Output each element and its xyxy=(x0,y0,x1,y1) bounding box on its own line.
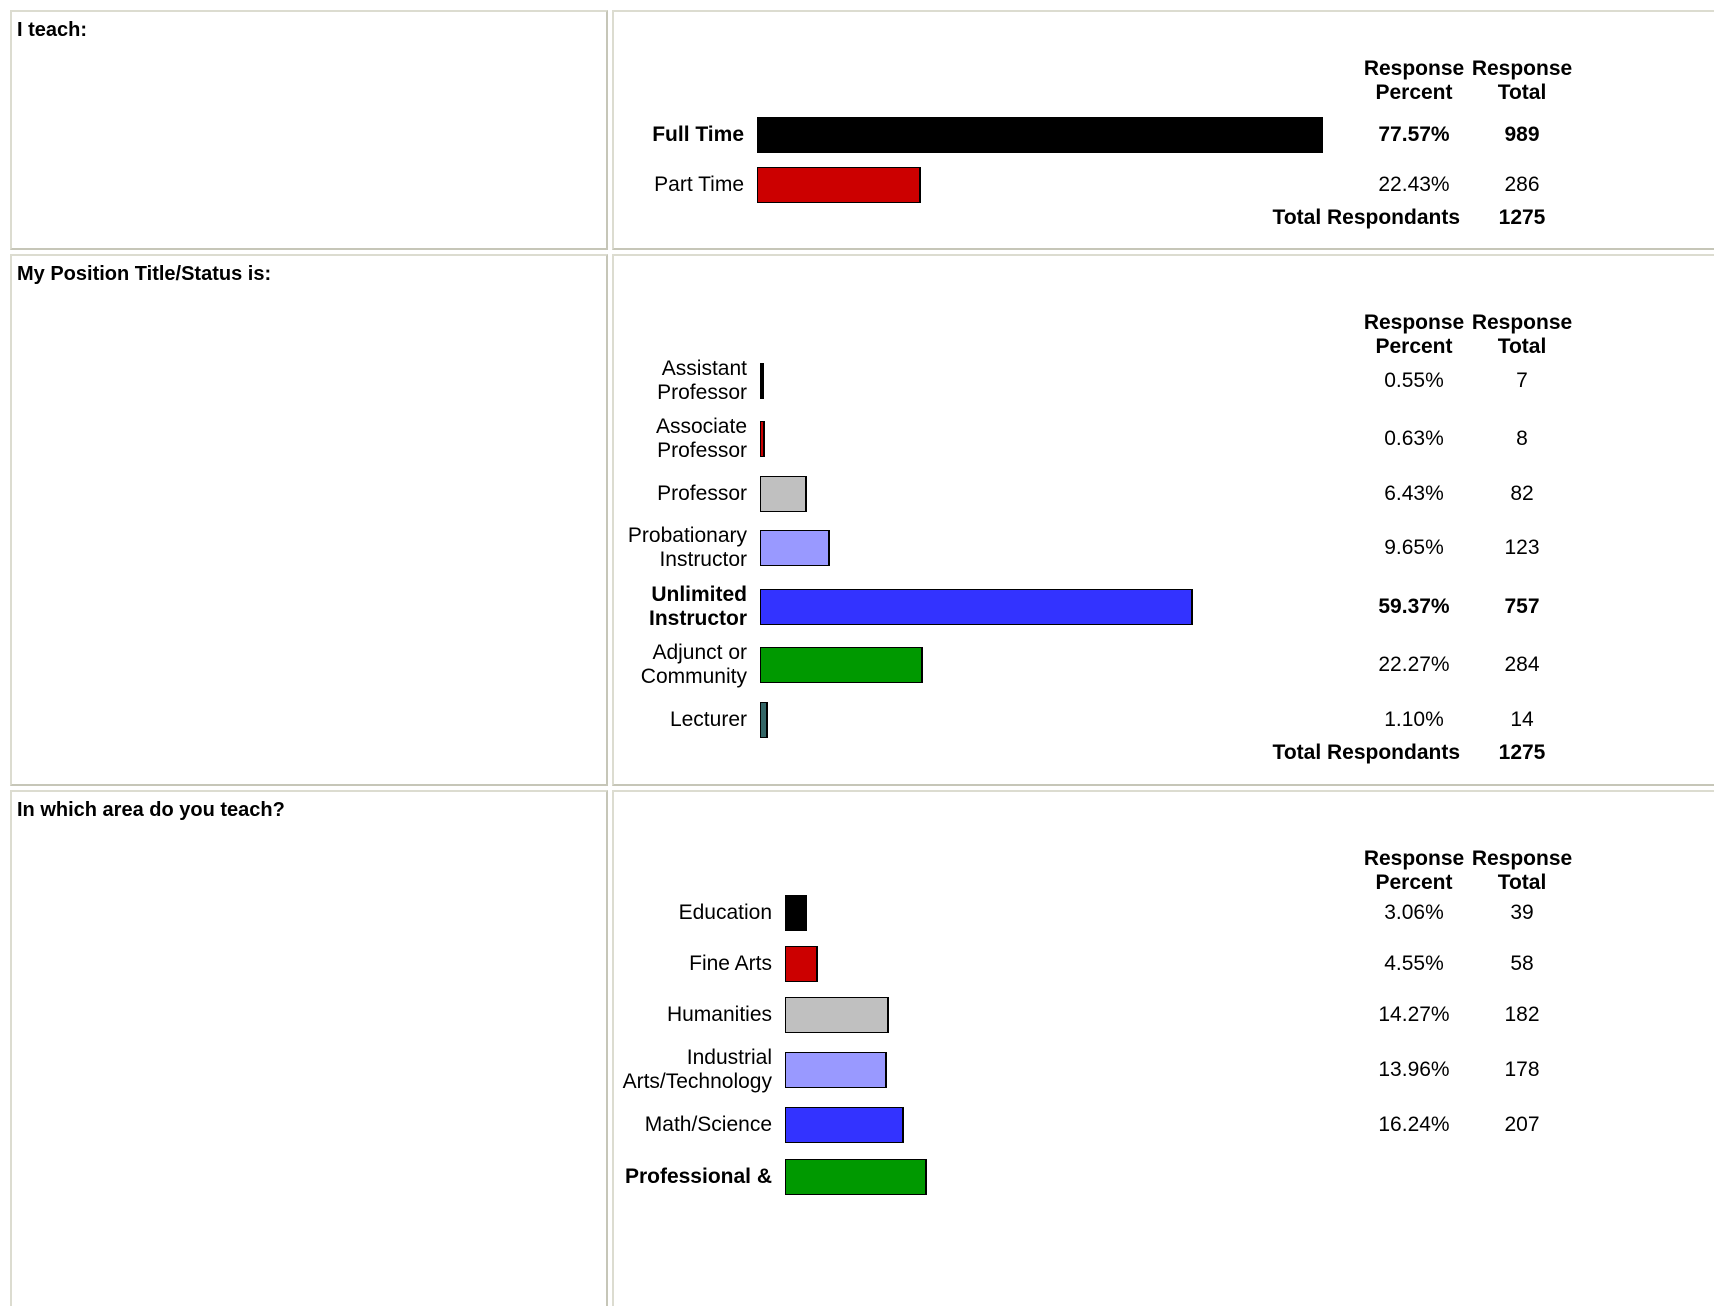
data-bar xyxy=(785,997,889,1033)
data-bar xyxy=(760,421,765,457)
response-percent-value: 14.27% xyxy=(1378,1003,1450,1026)
question-cell-position xyxy=(10,254,608,786)
chart-cell-position xyxy=(612,254,1714,786)
response-total-value: 207 xyxy=(1504,1113,1540,1136)
response-total-value: 123 xyxy=(1504,536,1540,559)
category-label: Lecturer xyxy=(669,708,747,731)
category-label: Probationary Instructor xyxy=(627,524,747,571)
category-label: Math/Science xyxy=(644,1113,772,1136)
response-percent-value: 3.06% xyxy=(1384,901,1444,924)
chart-cell-i-teach xyxy=(612,10,1714,250)
total-respondants-value: 1275 xyxy=(1498,206,1546,229)
category-label: Fine Arts xyxy=(689,952,772,975)
data-bar xyxy=(760,363,764,399)
category-label: Humanities xyxy=(666,1003,772,1026)
total-respondants-label: Total Respondants xyxy=(1272,741,1460,764)
response-percent-value: 6.43% xyxy=(1384,482,1444,505)
data-bar xyxy=(760,476,807,512)
data-bar xyxy=(785,946,818,982)
data-bar xyxy=(785,895,807,931)
response-percent-value: 22.27% xyxy=(1378,653,1450,676)
data-bar xyxy=(785,1052,887,1088)
question-title: My Position Title/Status is: xyxy=(17,263,272,285)
response-total-value: 14 xyxy=(1510,708,1534,731)
data-bar xyxy=(760,530,830,566)
response-percent-value: 16.24% xyxy=(1378,1113,1450,1136)
response-total-header: Response Total xyxy=(1471,57,1573,104)
category-label: Unlimited Instructor xyxy=(648,583,747,630)
category-label: Part Time xyxy=(654,173,744,196)
question-title: I teach: xyxy=(17,19,88,41)
total-respondants-label: Total Respondants xyxy=(1272,206,1460,229)
response-total-header: Response Total xyxy=(1471,311,1573,358)
chart-cell-area xyxy=(612,790,1714,1306)
response-percent-value: 13.96% xyxy=(1378,1058,1450,1081)
data-bar xyxy=(757,167,921,203)
response-percent-header: Response Percent xyxy=(1363,847,1465,894)
response-percent-header: Response Percent xyxy=(1363,311,1465,358)
total-respondants-value: 1275 xyxy=(1498,741,1546,764)
data-bar xyxy=(785,1159,927,1195)
response-total-value: 989 xyxy=(1504,123,1540,146)
response-total-value: 286 xyxy=(1504,173,1540,196)
response-total-value: 182 xyxy=(1504,1003,1540,1026)
question-title: In which area do you teach? xyxy=(17,799,285,821)
response-total-value: 284 xyxy=(1504,653,1540,676)
data-bar xyxy=(760,647,923,683)
data-bar xyxy=(785,1107,904,1143)
data-bar xyxy=(760,589,1193,625)
response-total-value: 178 xyxy=(1504,1058,1540,1081)
response-percent-value: 59.37% xyxy=(1378,595,1450,618)
response-total-value: 7 xyxy=(1516,369,1528,392)
response-total-value: 39 xyxy=(1510,901,1534,924)
response-total-value: 757 xyxy=(1504,595,1540,618)
response-percent-value: 0.55% xyxy=(1384,369,1444,392)
response-percent-value: 9.65% xyxy=(1384,536,1444,559)
category-label: Associate Professor xyxy=(655,415,747,462)
category-label: Professor xyxy=(657,482,747,505)
category-label: Assistant Professor xyxy=(657,357,747,404)
response-percent-value: 4.55% xyxy=(1384,952,1444,975)
data-bar xyxy=(760,702,768,738)
data-bar xyxy=(757,117,1323,153)
category-label: Full Time xyxy=(652,123,744,146)
category-label: Education xyxy=(678,901,772,924)
response-total-value: 8 xyxy=(1516,427,1528,450)
question-cell-area xyxy=(10,790,608,1306)
category-label: Adjunct or Community xyxy=(640,641,747,688)
response-percent-value: 77.57% xyxy=(1378,123,1450,146)
category-label: Professional & xyxy=(624,1165,772,1188)
response-total-value: 58 xyxy=(1510,952,1534,975)
response-percent-value: 0.63% xyxy=(1384,427,1444,450)
response-percent-value: 22.43% xyxy=(1378,173,1450,196)
response-total-value: 82 xyxy=(1510,482,1534,505)
response-percent-value: 1.10% xyxy=(1384,708,1444,731)
response-total-header: Response Total xyxy=(1471,847,1573,894)
question-cell-i-teach xyxy=(10,10,608,250)
category-label: Industrial Arts/Technology xyxy=(622,1046,772,1093)
response-percent-header: Response Percent xyxy=(1363,57,1465,104)
